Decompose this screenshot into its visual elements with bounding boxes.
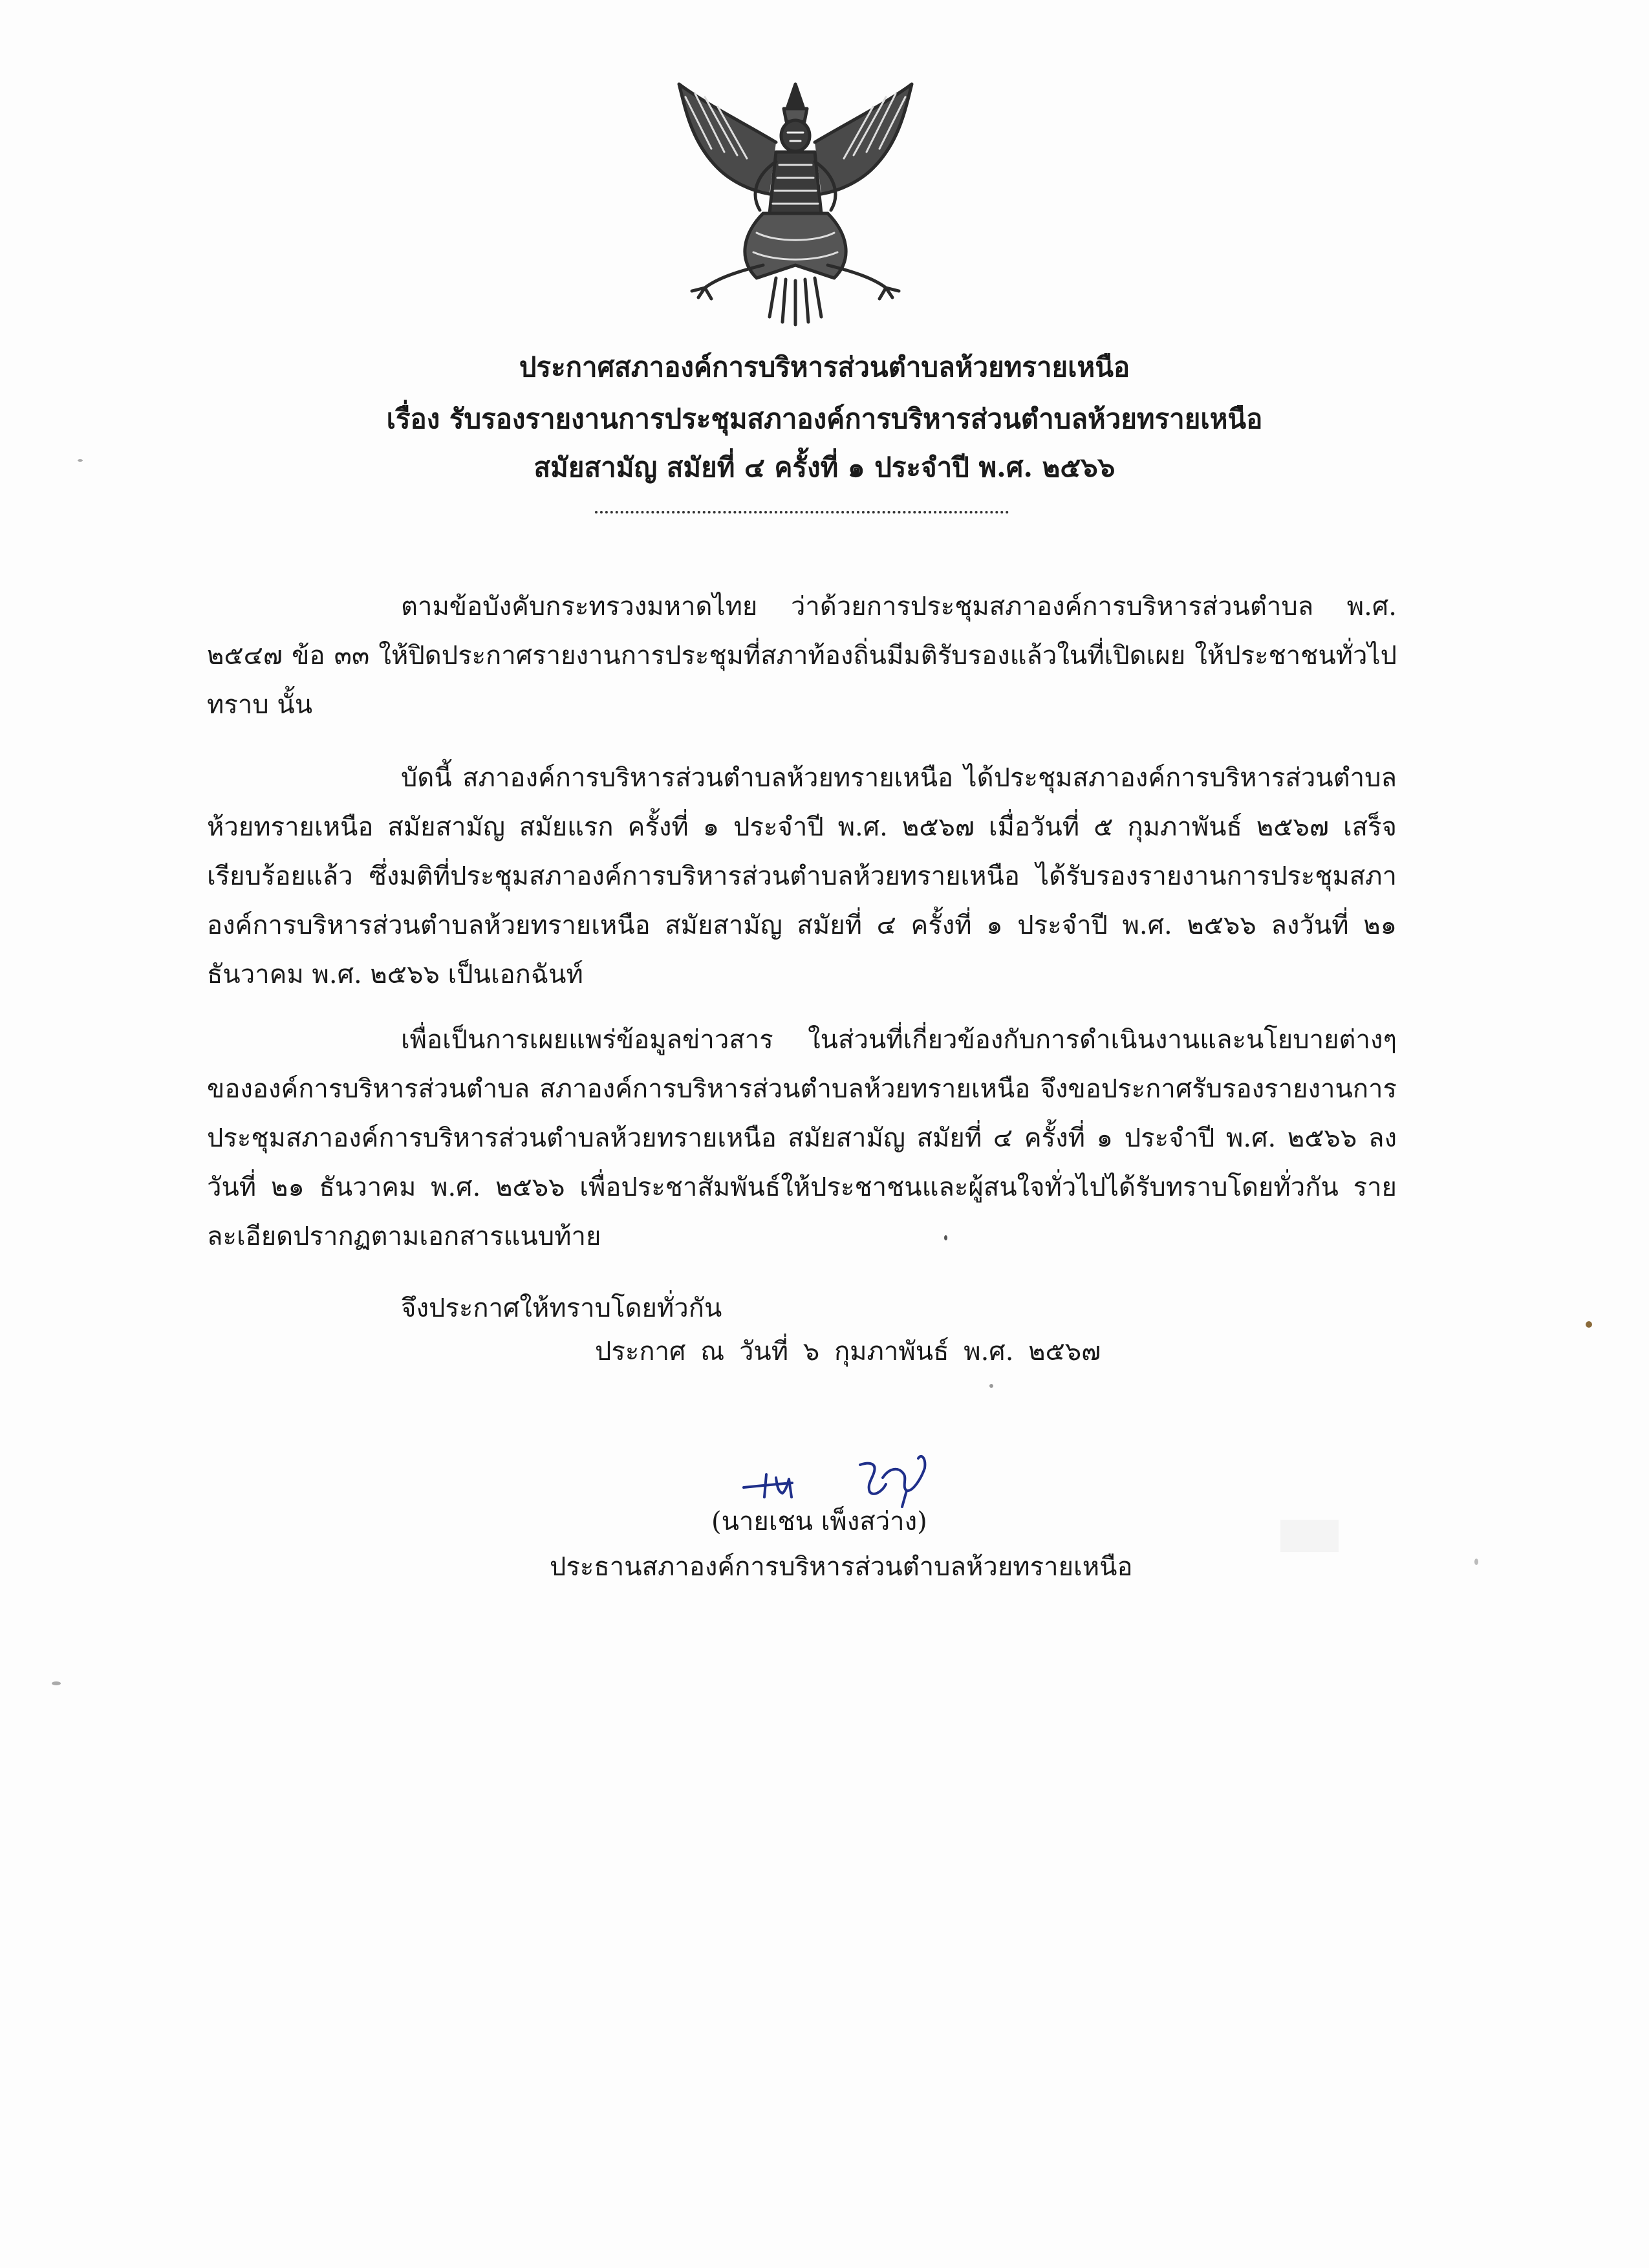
announcement-subject: เรื่อง รับรองรายงานการประชุมสภาองค์การบริหารส่วนตำบลห้วยทรายเหนือ — [386, 403, 1263, 435]
scan-speck — [52, 1681, 61, 1685]
paragraph-regulation: ตามข้อบังคับกระทรวงมหาดไทย ว่าด้วยการประชุมสภาองค์การบริหารส่วนตำบล พ.ศ. ๒๕๔๗ ข้อ ๓๓ ให้ปิดประกาศรายงานการประชุมที่สภาท้องถิ่นมีมติรับรองแล้วในที่เปิดเผย ให้ประชาชนทั่วไปทราบ นั้น — [207, 592, 1397, 720]
scan-speck — [1586, 1321, 1592, 1328]
scan-speck — [1474, 1559, 1478, 1565]
dotted-divider — [595, 511, 1009, 513]
paragraph-closing: จึงประกาศให้ทราบโดยทั่วกัน — [401, 1293, 722, 1323]
scan-speck — [989, 1384, 993, 1388]
scan-smudge — [1280, 1520, 1339, 1552]
signer-name: (นายเชน เพ็งสว่าง) — [711, 1507, 927, 1537]
announcement-title: ประกาศสภาองค์การบริหารส่วนตำบลห้วยทรายเหนือ — [519, 351, 1130, 383]
announcement-date: ประกาศ ณ วันที่ ๖ กุมภาพันธ์ พ.ศ. ๒๕๖๗ — [595, 1337, 1101, 1366]
garuda-emblem-icon — [666, 71, 925, 330]
scan-speck — [944, 1235, 947, 1240]
paragraph-publication: เพื่อเป็นการเผยแพร่ข้อมูลข่าวสาร ในส่วนที่เกี่ยวข้องกับการดำเนินงานและนโยบายต่างๆ ขององค์การบริหารส่วนตำบล สภาองค์การบริหารส่วนตำบลห้วยทรายเหนือ จึงขอประกาศรับรองรายงานการประชุมสภาองค์การบริหารส่วนตำบลห้วยทรายเหนือ สมัยสามัญ สมัยที่ ๔ ครั้งที่ ๑ ประจำปี พ.ศ. ๒๕๖๖ ลงวันที่ ๒๑ ธันวาคม พ.ศ. ๒๕๖๖ เพื่อประชาสัมพันธ์ให้ประชาชนและผู้สนใจทั่วไปได้รับทราบโดยทั่วกัน รายละเอียดปรากฏตามเอกสารแนบท้าย — [207, 1025, 1397, 1251]
scan-speck — [78, 459, 83, 462]
signer-title: ประธานสภาองค์การบริหารส่วนตำบลห้วยทรายเหนือ — [550, 1552, 1133, 1582]
paragraph-meeting: บัดนี้ สภาองค์การบริหารส่วนตำบลห้วยทรายเหนือ ได้ประชุมสภาองค์การบริหารส่วนตำบลห้วยทรายเหนือ สมัยสามัญ สมัยแรก ครั้งที่ ๑ ประจำปี พ.ศ. ๒๕๖๗ เมื่อวันที่ ๕ กุมภาพันธ์ ๒๕๖๗ เสร็จเรียบร้อยแล้ว ซึ่งมติที่ประชุมสภาองค์การบริหารส่วนตำบลห้วยทรายเหนือ ได้รับรองรายงานการประชุมสภาองค์การบริหารส่วนตำบลห้วยทรายเหนือ สมัยสามัญ สมัยที่ ๔ ครั้งที่ ๑ ประจำปี พ.ศ. ๒๕๖๖ ลงวันที่ ๒๑ ธันวาคม พ.ศ. ๒๕๖๖ เป็นเอกฉันท์ — [207, 763, 1397, 989]
announcement-session: สมัยสามัญ สมัยที่ ๔ ครั้งที่ ๑ ประจำปี พ.ศ. ๒๕๖๖ — [534, 451, 1116, 483]
